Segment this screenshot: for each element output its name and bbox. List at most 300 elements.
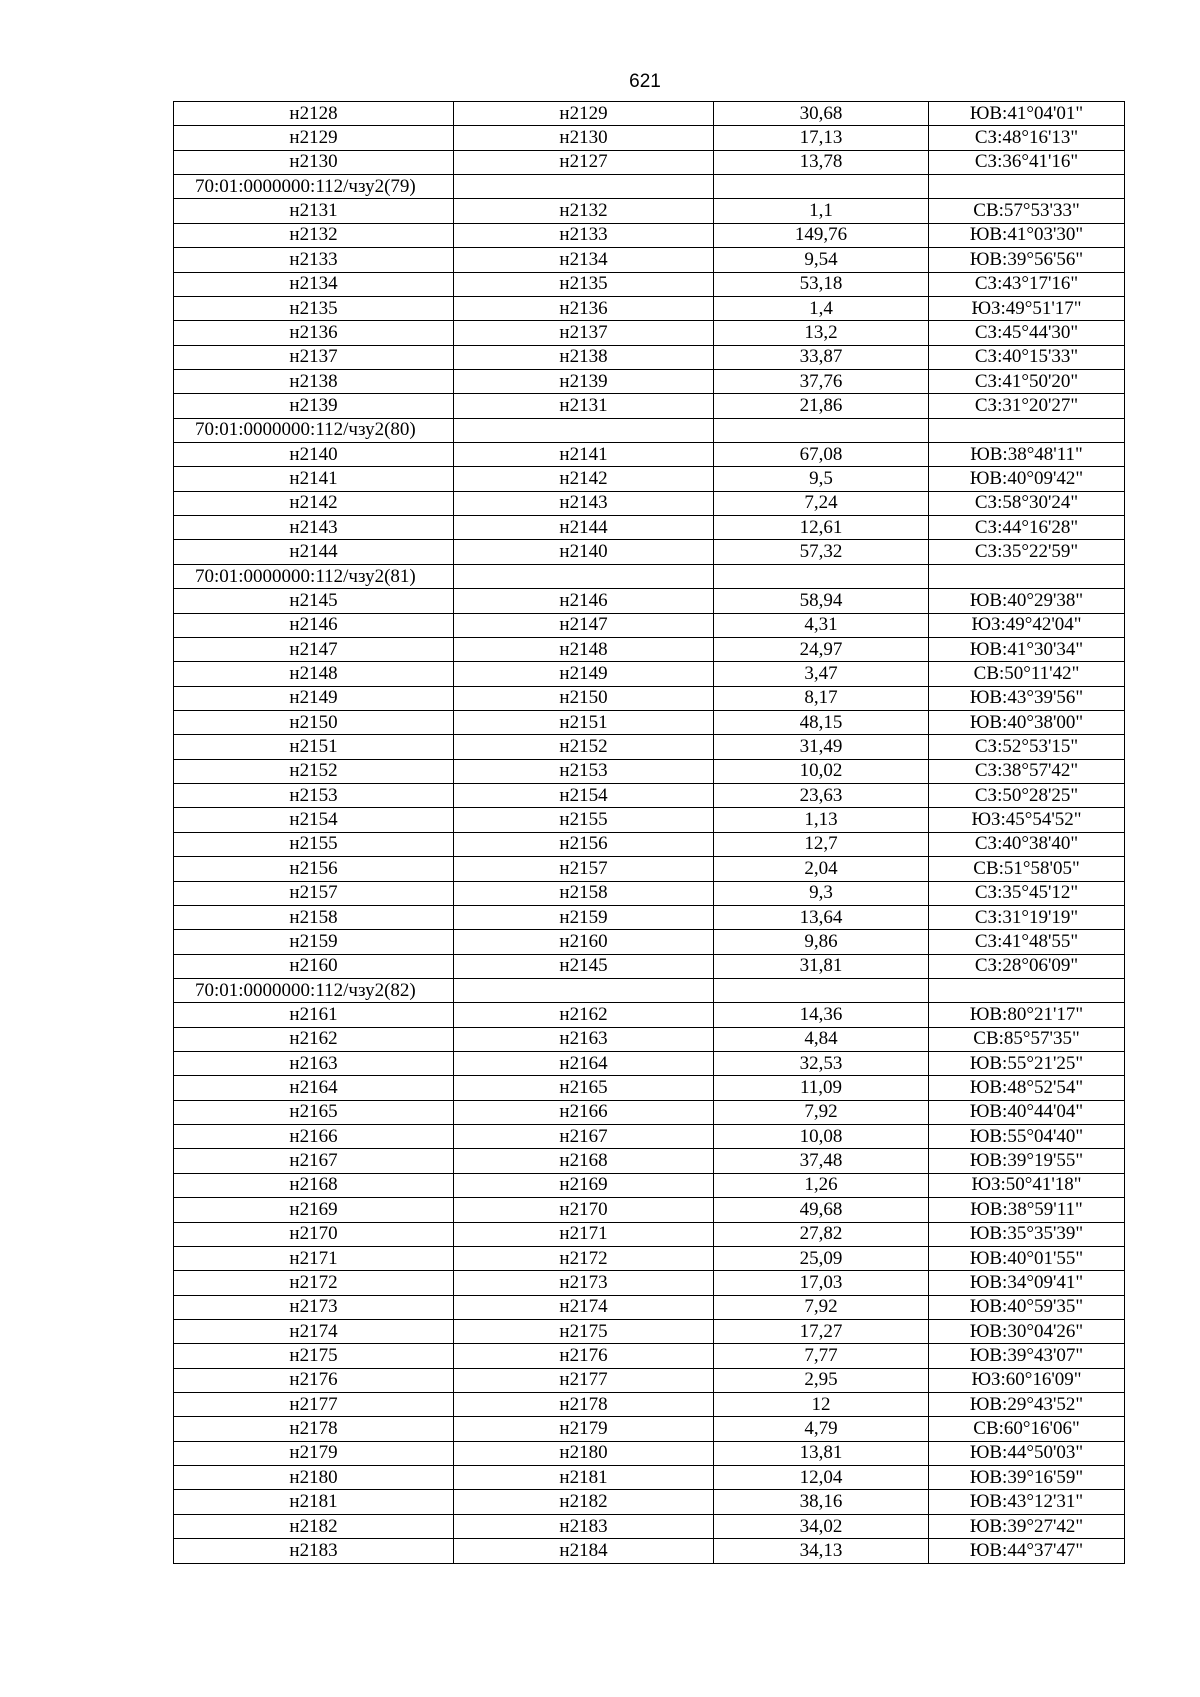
to-point-cell: н2127 bbox=[454, 150, 714, 174]
to-point-cell: н2129 bbox=[454, 102, 714, 126]
bearing-cell: ЮВ:43°39'56" bbox=[929, 686, 1125, 710]
length-cell: 11,09 bbox=[714, 1076, 929, 1100]
empty-cell bbox=[929, 418, 1125, 442]
from-point-cell: н2171 bbox=[174, 1246, 454, 1270]
table-row bbox=[174, 223, 1125, 247]
bearing-cell: СЗ:41°48'55" bbox=[929, 930, 1125, 954]
from-point-cell: н2148 bbox=[174, 662, 454, 686]
table-row bbox=[174, 759, 1125, 783]
empty-cell bbox=[454, 175, 714, 199]
length-cell: 12 bbox=[714, 1393, 929, 1417]
table-row bbox=[174, 1319, 1125, 1343]
to-point-cell: н2143 bbox=[454, 491, 714, 515]
length-cell: 2,04 bbox=[714, 857, 929, 881]
bearing-cell: ЮВ:40°09'42" bbox=[929, 467, 1125, 491]
from-point-cell: н2141 bbox=[174, 467, 454, 491]
length-cell: 14,36 bbox=[714, 1003, 929, 1027]
bearing-cell: СВ:85°57'35" bbox=[929, 1027, 1125, 1051]
length-cell: 24,97 bbox=[714, 637, 929, 661]
to-point-cell: н2154 bbox=[454, 784, 714, 808]
bearing-cell: СЗ:40°15'33" bbox=[929, 345, 1125, 369]
to-point-cell: н2149 bbox=[454, 662, 714, 686]
from-point-cell: н2139 bbox=[174, 394, 454, 418]
to-point-cell: н2175 bbox=[454, 1319, 714, 1343]
table-row bbox=[174, 857, 1125, 881]
to-point-cell: н2163 bbox=[454, 1027, 714, 1051]
table-body bbox=[174, 102, 1125, 1564]
length-cell: 8,17 bbox=[714, 686, 929, 710]
bearing-cell: ЮВ:39°16'59" bbox=[929, 1466, 1125, 1490]
length-cell: 1,1 bbox=[714, 199, 929, 223]
table-row bbox=[174, 296, 1125, 320]
from-point-cell: н2160 bbox=[174, 954, 454, 978]
table-row bbox=[174, 540, 1125, 564]
table-row bbox=[174, 369, 1125, 393]
table-row bbox=[174, 710, 1125, 734]
to-point-cell: н2135 bbox=[454, 272, 714, 296]
to-point-cell: н2168 bbox=[454, 1149, 714, 1173]
from-point-cell: н2174 bbox=[174, 1319, 454, 1343]
to-point-cell: н2183 bbox=[454, 1514, 714, 1538]
from-point-cell: н2150 bbox=[174, 710, 454, 734]
length-cell: 12,04 bbox=[714, 1466, 929, 1490]
bearing-cell: ЮВ:41°30'34" bbox=[929, 637, 1125, 661]
from-point-cell: н2162 bbox=[174, 1027, 454, 1051]
from-point-cell: н2144 bbox=[174, 540, 454, 564]
from-point-cell: н2143 bbox=[174, 516, 454, 540]
bearing-cell: ЮВ:80°21'17" bbox=[929, 1003, 1125, 1027]
bearing-cell: СЗ:58°30'24" bbox=[929, 491, 1125, 515]
from-point-cell: н2183 bbox=[174, 1539, 454, 1563]
to-point-cell: н2150 bbox=[454, 686, 714, 710]
table-row bbox=[174, 1466, 1125, 1490]
bearing-cell: СВ:50°11'42" bbox=[929, 662, 1125, 686]
table-row bbox=[174, 394, 1125, 418]
from-point-cell: н2173 bbox=[174, 1295, 454, 1319]
length-cell: 13,78 bbox=[714, 150, 929, 174]
table-row bbox=[174, 1295, 1125, 1319]
table-row bbox=[174, 1368, 1125, 1392]
bearing-cell: ЮВ:39°27'42" bbox=[929, 1514, 1125, 1538]
to-point-cell: н2155 bbox=[454, 808, 714, 832]
empty-cell bbox=[929, 175, 1125, 199]
to-point-cell: н2157 bbox=[454, 857, 714, 881]
bearing-cell: ЮВ:38°59'11" bbox=[929, 1198, 1125, 1222]
length-cell: 30,68 bbox=[714, 102, 929, 126]
bearing-cell: СЗ:41°50'20" bbox=[929, 369, 1125, 393]
from-point-cell: н2147 bbox=[174, 637, 454, 661]
table-row bbox=[174, 832, 1125, 856]
length-cell: 12,61 bbox=[714, 516, 929, 540]
from-point-cell: н2128 bbox=[174, 102, 454, 126]
table-row bbox=[174, 1344, 1125, 1368]
to-point-cell: н2144 bbox=[454, 516, 714, 540]
table-row bbox=[174, 1490, 1125, 1514]
bearing-cell: ЮВ:41°04'01" bbox=[929, 102, 1125, 126]
bearing-cell: СЗ:44°16'28" bbox=[929, 516, 1125, 540]
length-cell: 33,87 bbox=[714, 345, 929, 369]
empty-cell bbox=[454, 978, 714, 1002]
length-cell: 12,7 bbox=[714, 832, 929, 856]
length-cell: 7,77 bbox=[714, 1344, 929, 1368]
empty-cell bbox=[929, 978, 1125, 1002]
table-row bbox=[174, 1149, 1125, 1173]
to-point-cell: н2147 bbox=[454, 613, 714, 637]
to-point-cell: н2152 bbox=[454, 735, 714, 759]
to-point-cell: н2146 bbox=[454, 589, 714, 613]
bearing-cell: ЮВ:39°19'55" bbox=[929, 1149, 1125, 1173]
to-point-cell: н2131 bbox=[454, 394, 714, 418]
to-point-cell: н2172 bbox=[454, 1246, 714, 1270]
length-cell: 17,03 bbox=[714, 1271, 929, 1295]
empty-cell bbox=[714, 175, 929, 199]
table-row bbox=[174, 345, 1125, 369]
from-point-cell: н2178 bbox=[174, 1417, 454, 1441]
length-cell: 58,94 bbox=[714, 589, 929, 613]
table-row bbox=[174, 930, 1125, 954]
empty-cell bbox=[454, 418, 714, 442]
bearing-cell: ЮЗ:45°54'52" bbox=[929, 808, 1125, 832]
length-cell: 10,08 bbox=[714, 1125, 929, 1149]
length-cell: 7,92 bbox=[714, 1100, 929, 1124]
from-point-cell: н2145 bbox=[174, 589, 454, 613]
table-row bbox=[174, 1198, 1125, 1222]
plot-header-row bbox=[174, 564, 1125, 588]
to-point-cell: н2177 bbox=[454, 1368, 714, 1392]
from-point-cell: н2134 bbox=[174, 272, 454, 296]
table-row bbox=[174, 1125, 1125, 1149]
table-row bbox=[174, 1514, 1125, 1538]
plot-header-row bbox=[174, 418, 1125, 442]
bearing-cell: ЮВ:44°50'03" bbox=[929, 1441, 1125, 1465]
bearing-cell: ЮЗ:49°51'17" bbox=[929, 296, 1125, 320]
to-point-cell: н2153 bbox=[454, 759, 714, 783]
bearing-cell: СЗ:48°16'13" bbox=[929, 126, 1125, 150]
to-point-cell: н2178 bbox=[454, 1393, 714, 1417]
empty-cell bbox=[714, 978, 929, 1002]
length-cell: 4,79 bbox=[714, 1417, 929, 1441]
length-cell: 31,49 bbox=[714, 735, 929, 759]
to-point-cell: н2145 bbox=[454, 954, 714, 978]
bearing-cell: СЗ:45°44'30" bbox=[929, 321, 1125, 345]
bearing-cell: ЮВ:44°37'47" bbox=[929, 1539, 1125, 1563]
to-point-cell: н2130 bbox=[454, 126, 714, 150]
bearing-cell: ЮВ:30°04'26" bbox=[929, 1319, 1125, 1343]
length-cell: 32,53 bbox=[714, 1052, 929, 1076]
bearing-cell: ЮВ:43°12'31" bbox=[929, 1490, 1125, 1514]
table-row bbox=[174, 1003, 1125, 1027]
to-point-cell: н2158 bbox=[454, 881, 714, 905]
from-point-cell: н2182 bbox=[174, 1514, 454, 1538]
empty-cell bbox=[714, 564, 929, 588]
length-cell: 25,09 bbox=[714, 1246, 929, 1270]
from-point-cell: н2152 bbox=[174, 759, 454, 783]
table-row bbox=[174, 1076, 1125, 1100]
length-cell: 149,76 bbox=[714, 223, 929, 247]
plot-id-cell: 70:01:0000000:112/чзу2(79) bbox=[174, 175, 454, 199]
from-point-cell: н2140 bbox=[174, 443, 454, 467]
table-row bbox=[174, 150, 1125, 174]
length-cell: 9,5 bbox=[714, 467, 929, 491]
to-point-cell: н2184 bbox=[454, 1539, 714, 1563]
from-point-cell: н2177 bbox=[174, 1393, 454, 1417]
table-row bbox=[174, 1173, 1125, 1197]
bearing-cell: ЮВ:40°29'38" bbox=[929, 589, 1125, 613]
from-point-cell: н2175 bbox=[174, 1344, 454, 1368]
bearing-cell: СЗ:43°17'16" bbox=[929, 272, 1125, 296]
bearing-cell: ЮЗ:50°41'18" bbox=[929, 1173, 1125, 1197]
from-point-cell: н2161 bbox=[174, 1003, 454, 1027]
bearing-cell: ЮВ:55°04'40" bbox=[929, 1125, 1125, 1149]
length-cell: 31,81 bbox=[714, 954, 929, 978]
from-point-cell: н2135 bbox=[174, 296, 454, 320]
boundary-table bbox=[173, 101, 1125, 1564]
to-point-cell: н2148 bbox=[454, 637, 714, 661]
from-point-cell: н2151 bbox=[174, 735, 454, 759]
to-point-cell: н2164 bbox=[454, 1052, 714, 1076]
from-point-cell: н2136 bbox=[174, 321, 454, 345]
to-point-cell: н2174 bbox=[454, 1295, 714, 1319]
from-point-cell: н2181 bbox=[174, 1490, 454, 1514]
length-cell: 38,16 bbox=[714, 1490, 929, 1514]
from-point-cell: н2130 bbox=[174, 150, 454, 174]
to-point-cell: н2169 bbox=[454, 1173, 714, 1197]
bearing-cell: ЮЗ:49°42'04" bbox=[929, 613, 1125, 637]
table-row bbox=[174, 1271, 1125, 1295]
table-row bbox=[174, 443, 1125, 467]
length-cell: 17,27 bbox=[714, 1319, 929, 1343]
bearing-cell: СВ:57°53'33" bbox=[929, 199, 1125, 223]
empty-cell bbox=[714, 418, 929, 442]
from-point-cell: н2153 bbox=[174, 784, 454, 808]
table-row bbox=[174, 491, 1125, 515]
to-point-cell: н2132 bbox=[454, 199, 714, 223]
bearing-cell: СЗ:50°28'25" bbox=[929, 784, 1125, 808]
to-point-cell: н2180 bbox=[454, 1441, 714, 1465]
table-row bbox=[174, 589, 1125, 613]
length-cell: 17,13 bbox=[714, 126, 929, 150]
to-point-cell: н2181 bbox=[454, 1466, 714, 1490]
from-point-cell: н2157 bbox=[174, 881, 454, 905]
bearing-cell: СЗ:31°20'27" bbox=[929, 394, 1125, 418]
length-cell: 4,31 bbox=[714, 613, 929, 637]
to-point-cell: н2151 bbox=[454, 710, 714, 734]
table-row bbox=[174, 321, 1125, 345]
table-row bbox=[174, 1417, 1125, 1441]
plot-header-row bbox=[174, 175, 1125, 199]
table-row bbox=[174, 1027, 1125, 1051]
table-row bbox=[174, 613, 1125, 637]
table-row bbox=[174, 248, 1125, 272]
length-cell: 4,84 bbox=[714, 1027, 929, 1051]
table-row bbox=[174, 954, 1125, 978]
length-cell: 7,92 bbox=[714, 1295, 929, 1319]
length-cell: 9,86 bbox=[714, 930, 929, 954]
to-point-cell: н2182 bbox=[454, 1490, 714, 1514]
table-row bbox=[174, 735, 1125, 759]
from-point-cell: н2167 bbox=[174, 1149, 454, 1173]
bearing-cell: ЮВ:34°09'41" bbox=[929, 1271, 1125, 1295]
from-point-cell: н2163 bbox=[174, 1052, 454, 1076]
length-cell: 37,48 bbox=[714, 1149, 929, 1173]
to-point-cell: н2176 bbox=[454, 1344, 714, 1368]
to-point-cell: н2173 bbox=[454, 1271, 714, 1295]
plot-id-cell: 70:01:0000000:112/чзу2(80) bbox=[174, 418, 454, 442]
from-point-cell: н2142 bbox=[174, 491, 454, 515]
bearing-cell: ЮВ:40°59'35" bbox=[929, 1295, 1125, 1319]
length-cell: 49,68 bbox=[714, 1198, 929, 1222]
from-point-cell: н2155 bbox=[174, 832, 454, 856]
length-cell: 13,81 bbox=[714, 1441, 929, 1465]
to-point-cell: н2136 bbox=[454, 296, 714, 320]
plot-id-cell: 70:01:0000000:112/чзу2(81) bbox=[174, 564, 454, 588]
to-point-cell: н2171 bbox=[454, 1222, 714, 1246]
from-point-cell: н2132 bbox=[174, 223, 454, 247]
from-point-cell: н2169 bbox=[174, 1198, 454, 1222]
to-point-cell: н2134 bbox=[454, 248, 714, 272]
bearing-cell: ЮВ:48°52'54" bbox=[929, 1076, 1125, 1100]
to-point-cell: н2142 bbox=[454, 467, 714, 491]
length-cell: 57,32 bbox=[714, 540, 929, 564]
table-row bbox=[174, 905, 1125, 929]
table-row bbox=[174, 102, 1125, 126]
table-row bbox=[174, 662, 1125, 686]
from-point-cell: н2165 bbox=[174, 1100, 454, 1124]
from-point-cell: н2137 bbox=[174, 345, 454, 369]
to-point-cell: н2167 bbox=[454, 1125, 714, 1149]
length-cell: 27,82 bbox=[714, 1222, 929, 1246]
bearing-cell: СВ:60°16'06" bbox=[929, 1417, 1125, 1441]
empty-cell bbox=[454, 564, 714, 588]
from-point-cell: н2180 bbox=[174, 1466, 454, 1490]
to-point-cell: н2170 bbox=[454, 1198, 714, 1222]
bearing-cell: СЗ:38°57'42" bbox=[929, 759, 1125, 783]
from-point-cell: н2164 bbox=[174, 1076, 454, 1100]
from-point-cell: н2146 bbox=[174, 613, 454, 637]
bearing-cell: ЮВ:29°43'52" bbox=[929, 1393, 1125, 1417]
length-cell: 13,2 bbox=[714, 321, 929, 345]
bearing-cell: ЮВ:35°35'39" bbox=[929, 1222, 1125, 1246]
table-row bbox=[174, 881, 1125, 905]
to-point-cell: н2137 bbox=[454, 321, 714, 345]
table-row bbox=[174, 1246, 1125, 1270]
bearing-cell: ЮВ:41°03'30" bbox=[929, 223, 1125, 247]
from-point-cell: н2156 bbox=[174, 857, 454, 881]
table-row bbox=[174, 467, 1125, 491]
length-cell: 3,47 bbox=[714, 662, 929, 686]
to-point-cell: н2138 bbox=[454, 345, 714, 369]
bearing-cell: СЗ:52°53'15" bbox=[929, 735, 1125, 759]
to-point-cell: н2159 bbox=[454, 905, 714, 929]
to-point-cell: н2156 bbox=[454, 832, 714, 856]
from-point-cell: н2133 bbox=[174, 248, 454, 272]
bearing-cell: СЗ:35°22'59" bbox=[929, 540, 1125, 564]
table-row bbox=[174, 784, 1125, 808]
length-cell: 2,95 bbox=[714, 1368, 929, 1392]
length-cell: 10,02 bbox=[714, 759, 929, 783]
table-row bbox=[174, 1222, 1125, 1246]
to-point-cell: н2140 bbox=[454, 540, 714, 564]
bearing-cell: СЗ:28°06'09" bbox=[929, 954, 1125, 978]
length-cell: 34,13 bbox=[714, 1539, 929, 1563]
bearing-cell: ЮВ:38°48'11" bbox=[929, 443, 1125, 467]
table-row bbox=[174, 637, 1125, 661]
bearing-cell: ЮВ:39°43'07" bbox=[929, 1344, 1125, 1368]
table-row bbox=[174, 272, 1125, 296]
length-cell: 7,24 bbox=[714, 491, 929, 515]
from-point-cell: н2131 bbox=[174, 199, 454, 223]
bearing-cell: ЮЗ:60°16'09" bbox=[929, 1368, 1125, 1392]
from-point-cell: н2168 bbox=[174, 1173, 454, 1197]
bearing-cell: СВ:51°58'05" bbox=[929, 857, 1125, 881]
table-row bbox=[174, 1052, 1125, 1076]
bearing-cell: ЮВ:55°21'25" bbox=[929, 1052, 1125, 1076]
bearing-cell: ЮВ:40°44'04" bbox=[929, 1100, 1125, 1124]
bearing-cell: СЗ:40°38'40" bbox=[929, 832, 1125, 856]
plot-header-row bbox=[174, 978, 1125, 1002]
length-cell: 37,76 bbox=[714, 369, 929, 393]
length-cell: 67,08 bbox=[714, 443, 929, 467]
from-point-cell: н2149 bbox=[174, 686, 454, 710]
length-cell: 13,64 bbox=[714, 905, 929, 929]
bearing-cell: ЮВ:40°01'55" bbox=[929, 1246, 1125, 1270]
bearing-cell: ЮВ:40°38'00" bbox=[929, 710, 1125, 734]
bearing-cell: ЮВ:39°56'56" bbox=[929, 248, 1125, 272]
bearing-cell: СЗ:35°45'12" bbox=[929, 881, 1125, 905]
to-point-cell: н2165 bbox=[454, 1076, 714, 1100]
from-point-cell: н2172 bbox=[174, 1271, 454, 1295]
length-cell: 53,18 bbox=[714, 272, 929, 296]
length-cell: 34,02 bbox=[714, 1514, 929, 1538]
to-point-cell: н2162 bbox=[454, 1003, 714, 1027]
to-point-cell: н2160 bbox=[454, 930, 714, 954]
table-row bbox=[174, 808, 1125, 832]
from-point-cell: н2176 bbox=[174, 1368, 454, 1392]
length-cell: 23,63 bbox=[714, 784, 929, 808]
length-cell: 48,15 bbox=[714, 710, 929, 734]
length-cell: 1,4 bbox=[714, 296, 929, 320]
to-point-cell: н2166 bbox=[454, 1100, 714, 1124]
table-row bbox=[174, 126, 1125, 150]
page-number: 621 bbox=[629, 71, 661, 92]
from-point-cell: н2170 bbox=[174, 1222, 454, 1246]
length-cell: 9,54 bbox=[714, 248, 929, 272]
length-cell: 9,3 bbox=[714, 881, 929, 905]
from-point-cell: н2158 bbox=[174, 905, 454, 929]
from-point-cell: н2159 bbox=[174, 930, 454, 954]
bearing-cell: СЗ:31°19'19" bbox=[929, 905, 1125, 929]
table-row bbox=[174, 1393, 1125, 1417]
length-cell: 1,26 bbox=[714, 1173, 929, 1197]
from-point-cell: н2138 bbox=[174, 369, 454, 393]
empty-cell bbox=[929, 564, 1125, 588]
to-point-cell: н2179 bbox=[454, 1417, 714, 1441]
plot-id-cell: 70:01:0000000:112/чзу2(82) bbox=[174, 978, 454, 1002]
from-point-cell: н2179 bbox=[174, 1441, 454, 1465]
bearing-cell: СЗ:36°41'16" bbox=[929, 150, 1125, 174]
length-cell: 21,86 bbox=[714, 394, 929, 418]
from-point-cell: н2154 bbox=[174, 808, 454, 832]
table-row bbox=[174, 1100, 1125, 1124]
table-row bbox=[174, 1441, 1125, 1465]
length-cell: 1,13 bbox=[714, 808, 929, 832]
table-row bbox=[174, 516, 1125, 540]
from-point-cell: н2129 bbox=[174, 126, 454, 150]
table-row bbox=[174, 686, 1125, 710]
to-point-cell: н2139 bbox=[454, 369, 714, 393]
to-point-cell: н2133 bbox=[454, 223, 714, 247]
from-point-cell: н2166 bbox=[174, 1125, 454, 1149]
